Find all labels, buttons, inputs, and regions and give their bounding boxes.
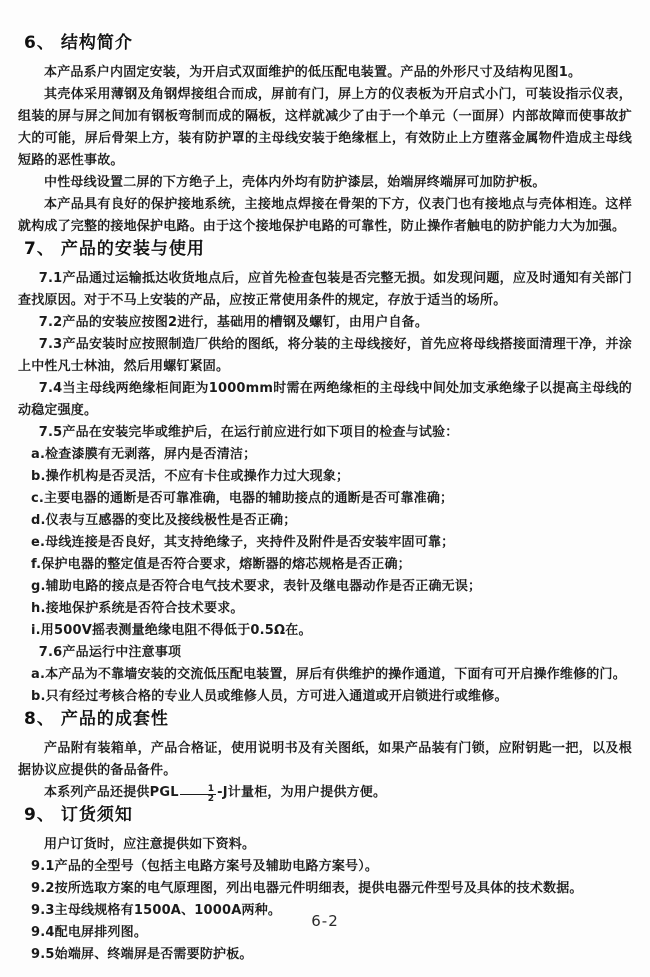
check-item-f: f.保护电器的整定值是否符合要求，熔断器的熔芯规格是否正确；: [31, 557, 411, 572]
note-item-b: b.只有经过考核合格的专业人员或维修人员，方可进入通道或开启锁进行或维修。: [31, 689, 508, 704]
clause-7-1: 7.1产品通过运输抵达收货地点后，应首先检查包装是否完整无损。如发现问题，应及时通知有关部门查找原因。对于不马上安装的产品，应按正常使用条件的规定，存放于适当的场所。: [18, 271, 632, 308]
clause-7-6: 7.6产品运行中注意事项: [38, 645, 182, 660]
ordering-item-9-3: 9.3主母线规格有1500A、1000A两种。: [31, 903, 282, 919]
formula-prefix: 本系列产品还提供PGL: [44, 785, 179, 800]
clause-7-3: 7.3产品安装时应按照制造厂供给的图纸，将分装的主母线接好，首先应将母线搭接面清理干净，并涂上中性凡士林油，然后用螺钉紧固。: [18, 337, 632, 374]
fraction-denominator: 2: [207, 793, 215, 804]
section-number: 7、: [24, 239, 55, 259]
paragraph: 中性母线设置二屏的下方绝子上，壳体内外均有防护漆层，始端屏终端屏可加防护板。: [44, 175, 546, 190]
check-item-d: d.仪表与互感器的变比及接线极性是否正确；: [31, 513, 297, 528]
check-item-b: b.操作机构是否灵活，不应有卡住或操作力过大现象；: [31, 469, 350, 484]
note-item-a: a.本产品为不靠墙安装的交流低压配电装置，屏后有供维护的操作通道，下面有可开启操作维修的门。: [31, 667, 626, 682]
ordering-item-9-4: 9.4配电屏排列图。: [31, 925, 148, 941]
paragraph: 其壳体采用薄钢及角钢焊接组合而成，屏前有门，屏上方的仪表板为开启式小门，可装设指示仪表，组装的屏与屏之间加有钢板弯制而成的隔板，这样就减少了由于一个单元（一面屏）内部故障而使事故扩大的可能，屏后骨架上方，装有防护罩的主母线安装于绝缘框上，有效防止上方堕落金属物件造成主母线短路的恶性事故。: [18, 87, 632, 168]
section-ordering-info: [18, 804, 632, 966]
check-item-i: i.用500V摇表测量绝缘电阻不得低于0.5Ω在。: [31, 623, 312, 638]
paragraph: 本产品具有良好的保护接地系统，主接地点焊接在骨架的下方，仪表门也有接地点与壳体相连。这样就构成了完整的接地保护电路。由于这个接地保护电路的可靠性，防止操作者触电的防护能力大为加强。: [18, 197, 632, 234]
clause-7-5: 7.5产品在安装完毕或维护后，在运行前应进行如下项目的检查与试验：: [38, 425, 459, 440]
fraction-numerator: 1: [180, 785, 216, 795]
ordering-item-9-1: 9.1产品的全型号（包括主电路方案号及辅助电路方案号）。: [31, 859, 379, 875]
section-completeness: [18, 708, 632, 804]
paragraph: 产品附有装箱单，产品合格证，使用说明书及有关图纸，如果产品装有门锁，应附钥匙一把，以及根据协议应提供的备品备件。: [18, 741, 632, 778]
check-item-c: c.主要电器的通断是否可靠准确，电器的辅助接点的通断是否可靠准确；: [31, 491, 454, 506]
check-item-h: h.接地保护系统是否符合技术要求。: [31, 601, 244, 616]
section-heading: [24, 708, 632, 730]
formula-suffix: -J计量柜，为用户提供方便。: [217, 785, 387, 800]
section-number: 8、: [24, 709, 55, 729]
clause-7-2: 7.2产品的安装应按图2进行，基础用的槽钢及螺钉，由用户自备。: [38, 315, 429, 330]
section-number: 6、: [24, 33, 55, 53]
check-item-a: a.检查漆膜有无剥落，屏内是否清洁；: [31, 447, 257, 462]
section-heading: [24, 32, 632, 54]
paragraph-with-formula: [18, 782, 632, 804]
fraction: [180, 785, 216, 805]
section-number: 9、: [24, 805, 55, 826]
section-heading: [24, 804, 632, 826]
section-title: 产品的安装与使用: [60, 239, 205, 259]
section-title: 产品的成套性: [60, 709, 169, 729]
section-title: 结构简介: [60, 33, 133, 53]
section-installation-usage: [18, 238, 632, 708]
ordering-intro: 用户订货时，应注意提供如下资料。: [44, 837, 256, 853]
page-number: 6-2: [311, 912, 339, 930]
paragraph: 本产品系户内固定安装，为开启式双面维护的低压配电装置。产品的外形尺寸及结构见图1。: [44, 65, 582, 80]
clause-7-4: 7.4当主母线两绝缘柜间距为1000mm时需在两绝缘柜的主母线中间处加支承绝缘子以提高主母线的动稳定强度。: [18, 381, 632, 418]
ordering-item-9-2: 9.2按所选取方案的电气原理图，列出电器元件明细表，提供电器元件型号及具体的技术数据。: [31, 881, 583, 897]
section-title: 订货须知: [60, 805, 133, 826]
ordering-item-9-5: 9.5始端屏、终端屏是否需要防护板。: [31, 947, 253, 963]
section-structure-intro: [18, 32, 632, 238]
check-item-e: e.母线连接是否良好，其支持绝缘子，夹持件及附件是否安装牢固可靠；: [31, 535, 455, 550]
check-item-g: g.辅助电路的接点是否符合电气技术要求，表针及继电器动作是否正确无误；: [31, 579, 482, 594]
section-heading: [24, 238, 632, 260]
